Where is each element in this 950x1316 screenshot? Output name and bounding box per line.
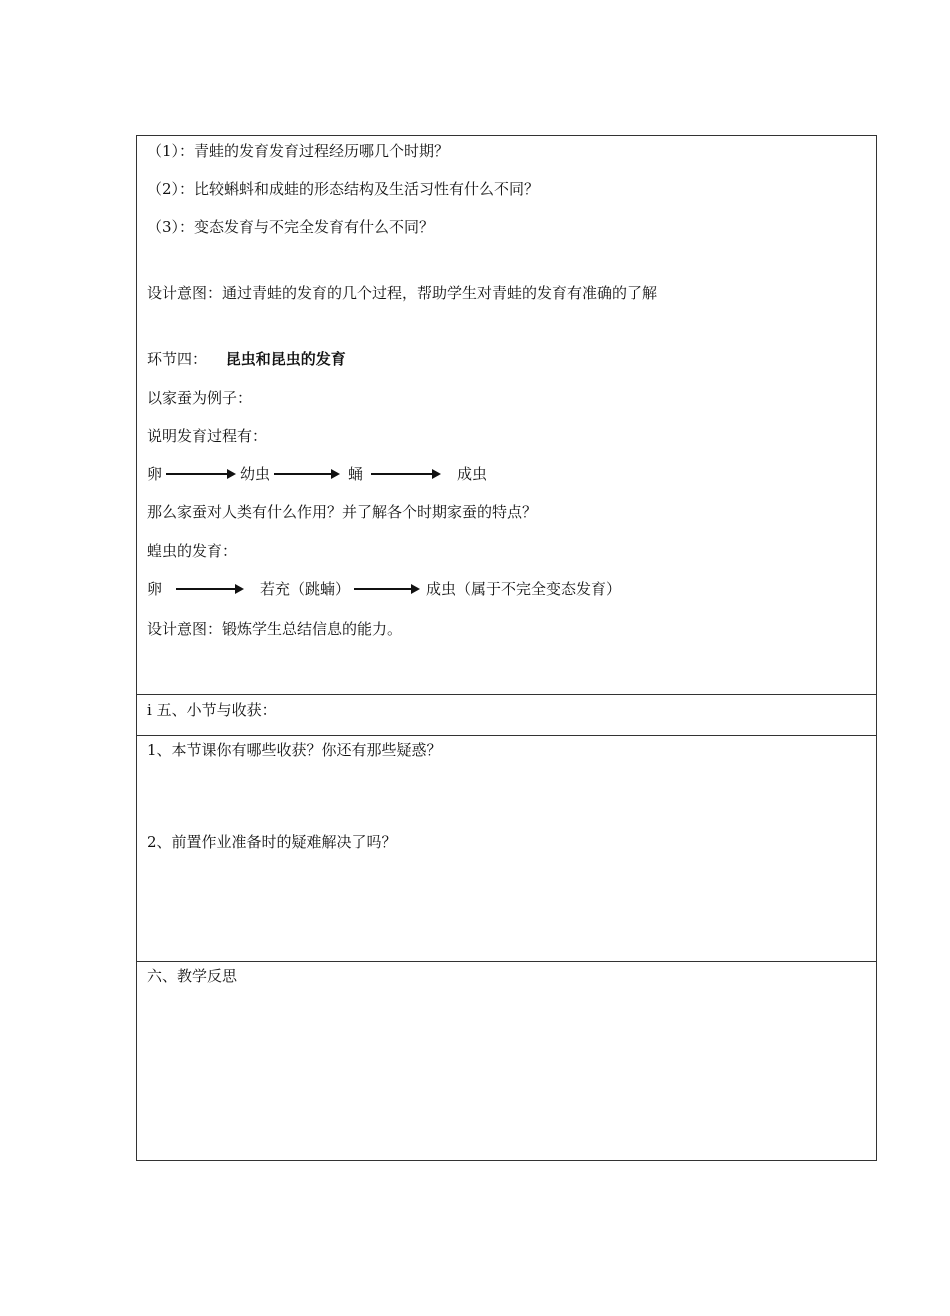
lesson-plan-table <box>136 135 877 1161</box>
silkworm-flow <box>147 464 487 484</box>
step-four-label: 环节四： <box>147 350 208 368</box>
section-six-title: 六、教学反思 <box>147 967 238 985</box>
design-intent-1: 设计意图：通过青蛙的发育的几个过程，帮助学生对青蛙的发育有准确的了解 <box>147 284 658 302</box>
flow-pupa: 蛹 <box>348 465 364 483</box>
locust-title: 蝗虫的发育： <box>147 542 238 560</box>
flow-egg: 卵 <box>147 580 163 598</box>
question-2: （2）：比较蝌蚪和成蛙的形态结构及生活习性有什么不同？ <box>147 180 540 198</box>
flow-nymph: 若充（跳蝻） <box>260 580 351 598</box>
question-3: （3）：变态发育与不完全发育有什么不同？ <box>147 218 435 236</box>
flow-egg: 卵 <box>147 465 163 483</box>
silkworm-question: 那么家蚕对人类有什么作用？并了解各个时期家蚕的特点？ <box>147 503 538 521</box>
section-five-title-row <box>137 695 876 736</box>
flow-larva: 幼虫 <box>240 465 271 483</box>
step-four-heading <box>147 349 346 369</box>
arrow-icon <box>176 588 242 590</box>
section-five-item-2: 2、前置作业准备时的疑难解决了吗？ <box>147 833 397 851</box>
arrow-icon <box>354 588 418 590</box>
section-five-title: i 五、小节与收获： <box>147 701 277 719</box>
design-intent-2: 设计意图：锻炼学生总结信息的能力。 <box>147 620 403 638</box>
step-four-title: 昆虫和昆虫的发育 <box>225 350 346 368</box>
locust-flow <box>147 579 621 599</box>
silkworm-example: 以家蚕为例子： <box>147 389 253 407</box>
section-six-row <box>137 962 876 1160</box>
process-intro: 说明发育过程有： <box>147 427 268 445</box>
flow-adult: 成虫（属于不完全变态发育） <box>426 580 622 598</box>
main-content-row <box>137 136 876 695</box>
question-1: （1）：青蛙的发育发育过程经历哪几个时期？ <box>147 142 450 160</box>
arrow-icon <box>371 473 439 475</box>
arrow-icon <box>166 473 234 475</box>
flow-adult: 成虫 <box>457 465 488 483</box>
arrow-icon <box>274 473 338 475</box>
section-five-body-row <box>137 736 876 962</box>
section-five-item-1: 1、本节课你有哪些收获？你还有那些疑惑？ <box>147 741 442 759</box>
